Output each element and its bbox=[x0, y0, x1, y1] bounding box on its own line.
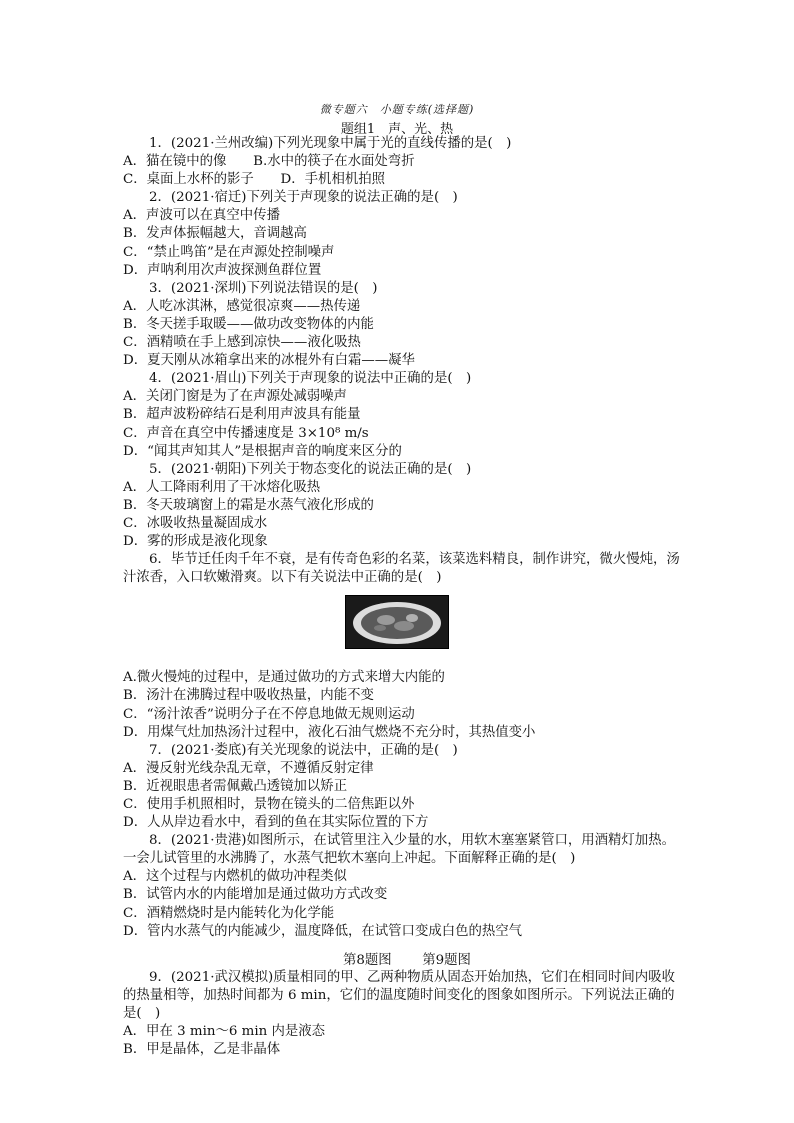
option-line: D．雾的形成是液化现象 bbox=[123, 534, 268, 550]
option-line: B．近视眼患者需佩戴凸透镜加以矫正 bbox=[123, 778, 348, 794]
option-line: C．“汤汁浓香”说明分子在不停息地做无规则运动 bbox=[123, 706, 415, 722]
group-title: 题组1 声、光、热 bbox=[340, 122, 454, 137]
option-line: B．发声体振幅越大，音调越高 bbox=[123, 226, 307, 242]
option-line: C．声音在真空中传播速度是 3×10⁸ m/s bbox=[123, 425, 369, 441]
option-line: B．汤汁在沸腾过程中吸收热量，内能不变 bbox=[123, 688, 374, 704]
option-line: B．甲是晶体，乙是非晶体 bbox=[123, 1042, 281, 1058]
option-line: A．人吃冰淇淋，感觉很凉爽——热传递 bbox=[123, 298, 361, 314]
option-line: D．夏天刚从冰箱拿出来的冰棍外有白霜——凝华 bbox=[123, 353, 415, 369]
question-stem: 4．(2021·眉山)下列关于声现象的说法中正确的是( ) bbox=[149, 371, 472, 387]
option-line: B．冬天玻璃窗上的霜是水蒸气液化形成的 bbox=[123, 497, 374, 513]
question-list bbox=[123, 135, 683, 1059]
option-line: C．桌面上水杯的影子 D．手机相机拍照 bbox=[123, 172, 386, 188]
option-line: B．冬天搓手取暖——做功改变物体的内能 bbox=[123, 316, 374, 332]
option-line: C．冰吸收热量凝固成水 bbox=[123, 515, 268, 531]
option-line: B．试管内水的内能增加是通过做功方式改变 bbox=[123, 887, 388, 903]
question-stem: 9．(2021·武汉模拟)质量相同的甲、乙两种物质从固态开始加热，它们在相同时间内吸收的热量相等，加热时间都为 6 min，它们的温度随时间变化的图象如图所示。下列说法正确的是( ) bbox=[123, 969, 675, 1021]
option-line: D．“闻其声知其人”是根据声音的响度来区分的 bbox=[123, 443, 402, 459]
option-line: D．用煤气灶加热汤汁过程中，液化石油气燃烧不充分时，其热值变小 bbox=[123, 724, 536, 740]
section-title: 微专题六 小题专练(选择题) bbox=[319, 103, 475, 116]
question-stem: 2．(2021·宿迁)下列关于声现象的说法正确的是( ) bbox=[149, 190, 458, 206]
question-stem: 3．(2021·深圳)下列说法错误的是( ) bbox=[149, 280, 378, 296]
option-line: A．关闭门窗是为了在声源处减弱噪声 bbox=[123, 389, 347, 405]
option-line: D．管内水蒸气的内能减少，温度降低，在试管口变成白色的热空气 bbox=[123, 923, 523, 939]
option-line: A．这个过程与内燃机的做功冲程类似 bbox=[123, 869, 347, 885]
option-line: A.微火慢炖的过程中，是通过做功的方式来增大内能的 bbox=[123, 670, 445, 686]
fig9-caption: 第9题图 bbox=[422, 952, 471, 968]
dish-photo bbox=[345, 595, 449, 649]
fig8-caption: 第8题图 bbox=[343, 952, 392, 968]
option-line: C．使用手机照相时，景物在镜头的二倍焦距以外 bbox=[123, 797, 415, 812]
option-line: D．人从岸边看水中，看到的鱼在其实际位置的下方 bbox=[123, 815, 429, 831]
option-line: C．酒精喷在手上感到凉快——液化吸热 bbox=[123, 335, 361, 351]
option-line: A．甲在 3 min～6 min 内是液态 bbox=[123, 1024, 326, 1040]
question-stem: 1．(2021·兰州改编)下列光现象中属于光的直线传播的是( ) bbox=[149, 136, 512, 151]
question-stem: 7．(2021·娄底)有关光现象的说法中，正确的是( ) bbox=[149, 742, 458, 758]
option-line: D．声呐利用次声波探测鱼群位置 bbox=[123, 262, 322, 278]
question-stem: 8．(2021·贵港)如图所示，在试管里注入少量的水，用软木塞塞紧管口，用酒精灯加热。一会儿试管里的水沸腾了，水蒸气把软木塞向上冲起。下面解释正确的是( ) bbox=[123, 833, 675, 867]
question-stem: 5．(2021·朝阳)下列关于物态变化的说法正确的是( ) bbox=[149, 461, 472, 477]
option-line: A．声波可以在真空中传播 bbox=[123, 208, 280, 224]
dish-figure bbox=[123, 587, 683, 669]
option-line: A．漫反射光线杂乱无章，不遵循反射定律 bbox=[123, 760, 374, 776]
question-stem: 6．毕节迁任肉千年不衰，是有传奇色彩的名菜，该菜选料精良，制作讲究，微火慢炖，汤汁浓香，入口软嫩滑爽。以下有关说法中正确的是( ) bbox=[123, 552, 680, 586]
option-line: A．人工降雨利用了干冰熔化吸热 bbox=[123, 479, 321, 495]
figure-captions bbox=[123, 941, 683, 969]
option-line: C．酒精燃烧时是内能转化为化学能 bbox=[123, 905, 335, 921]
option-line: B．超声波粉碎结石是利用声波具有能量 bbox=[123, 407, 361, 423]
option-line: A．猫在镜中的像 B.水中的筷子在水面处弯折 bbox=[123, 154, 415, 170]
option-line: C．“禁止鸣笛”是在声源处控制噪声 bbox=[123, 244, 335, 260]
